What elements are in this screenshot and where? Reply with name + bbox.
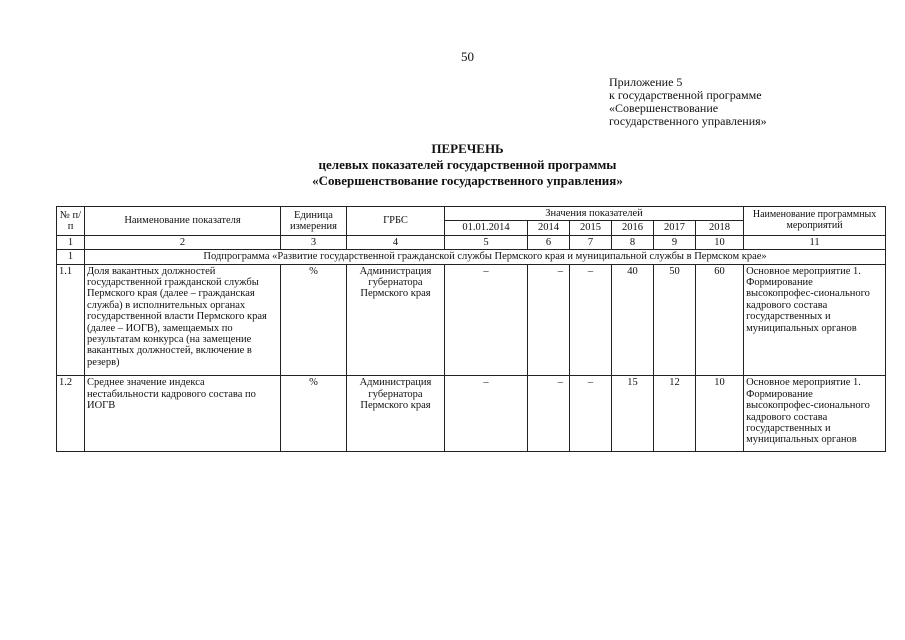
column-number: 4	[347, 235, 445, 249]
appendix-line: «Совершенствование	[609, 101, 719, 115]
column-number: 7	[570, 235, 612, 249]
row-value-2014-01-01: –	[445, 264, 528, 369]
appendix-line: к государственной программе	[609, 88, 762, 102]
row-activity: Основное мероприятие 1. Формирование высокопрофес-сионального кадрового состава государственных и муниципальных органов	[744, 376, 886, 447]
column-number: 6	[528, 235, 570, 249]
column-number: 8	[612, 235, 654, 249]
column-number: 11	[744, 235, 886, 249]
header-activities: Наименование программных мероприятий	[744, 207, 886, 236]
subprogram-title: Подпрограмма «Развитие государственной гражданской службы Пермского края и муниципальной службы в Пермском крае»	[85, 250, 886, 264]
title-line: целевых показателей государственной программы	[318, 157, 617, 172]
row-value-2017: 50	[654, 264, 696, 369]
row-num: 1.1	[57, 264, 85, 369]
appendix-line: государственного управления»	[609, 114, 767, 128]
header-year: 2017	[654, 221, 696, 235]
column-number: 1	[57, 235, 85, 249]
row-grbs: Администрация губернатора Пермского края	[347, 264, 445, 369]
header-unit: Единица измерения	[281, 207, 347, 236]
header-grbs: ГРБС	[347, 207, 445, 236]
row-value-2015: –	[570, 376, 612, 447]
header-year: 01.01.2014	[445, 221, 528, 235]
header-year: 2016	[612, 221, 654, 235]
row-value-2018: 10	[696, 376, 744, 447]
row-value-2018: 60	[696, 264, 744, 369]
header-name: Наименование показателя	[85, 207, 281, 236]
column-number-row	[57, 235, 886, 249]
column-number: 3	[281, 235, 347, 249]
row-value-2014-01-01: –	[445, 376, 528, 447]
title-line: «Совершенствование государственного управления»	[312, 173, 623, 188]
column-number: 5	[445, 235, 528, 249]
row-value-2015: –	[570, 264, 612, 369]
row-value-2014: –	[528, 376, 570, 447]
column-number: 9	[654, 235, 696, 249]
row-unit: %	[281, 376, 347, 447]
document-title	[0, 141, 905, 189]
row-num: 1.2	[57, 376, 85, 447]
row-indicator-name: Доля вакантных должностей государственной гражданской службы Пермского края (далее – гражданская служба) в исполнительных органах государственной власти Пермского края (далее – ИОГВ), замещаемых по результатам конкурса (на замещение вакантных должностей, включение в резерв)	[85, 264, 281, 369]
subprogram-row	[57, 250, 886, 264]
row-value-2016: 40	[612, 264, 654, 369]
row-value-2016: 15	[612, 376, 654, 447]
column-number: 2	[85, 235, 281, 249]
row-value-2017: 12	[654, 376, 696, 447]
row-grbs: Администрация губернатора Пермского края	[347, 376, 445, 447]
row-activity: Основное мероприятие 1. Формирование высокопрофес-сионального кадрового состава государственных и муниципальных органов	[744, 264, 886, 369]
row-spacer	[57, 447, 886, 452]
header-year: 2014	[528, 221, 570, 235]
row-value-2014: –	[528, 264, 570, 369]
header-num: № п/п	[57, 207, 85, 236]
row-unit: %	[281, 264, 347, 369]
appendix-line: Приложение 5	[609, 75, 683, 89]
subprogram-num: 1	[57, 250, 85, 264]
appendix-note	[609, 76, 767, 128]
table-row	[57, 376, 886, 447]
indicators-table	[56, 206, 886, 452]
header-year: 2015	[570, 221, 612, 235]
header-year: 2018	[696, 221, 744, 235]
table-row	[57, 264, 886, 369]
row-indicator-name: Среднее значение индекса нестабильности кадрового состава по ИОГВ	[85, 376, 281, 447]
page-number: 50	[461, 49, 474, 64]
header-values-group: Значения показателей	[445, 207, 744, 221]
column-number: 10	[696, 235, 744, 249]
title-line: ПЕРЕЧЕНЬ	[431, 141, 504, 156]
